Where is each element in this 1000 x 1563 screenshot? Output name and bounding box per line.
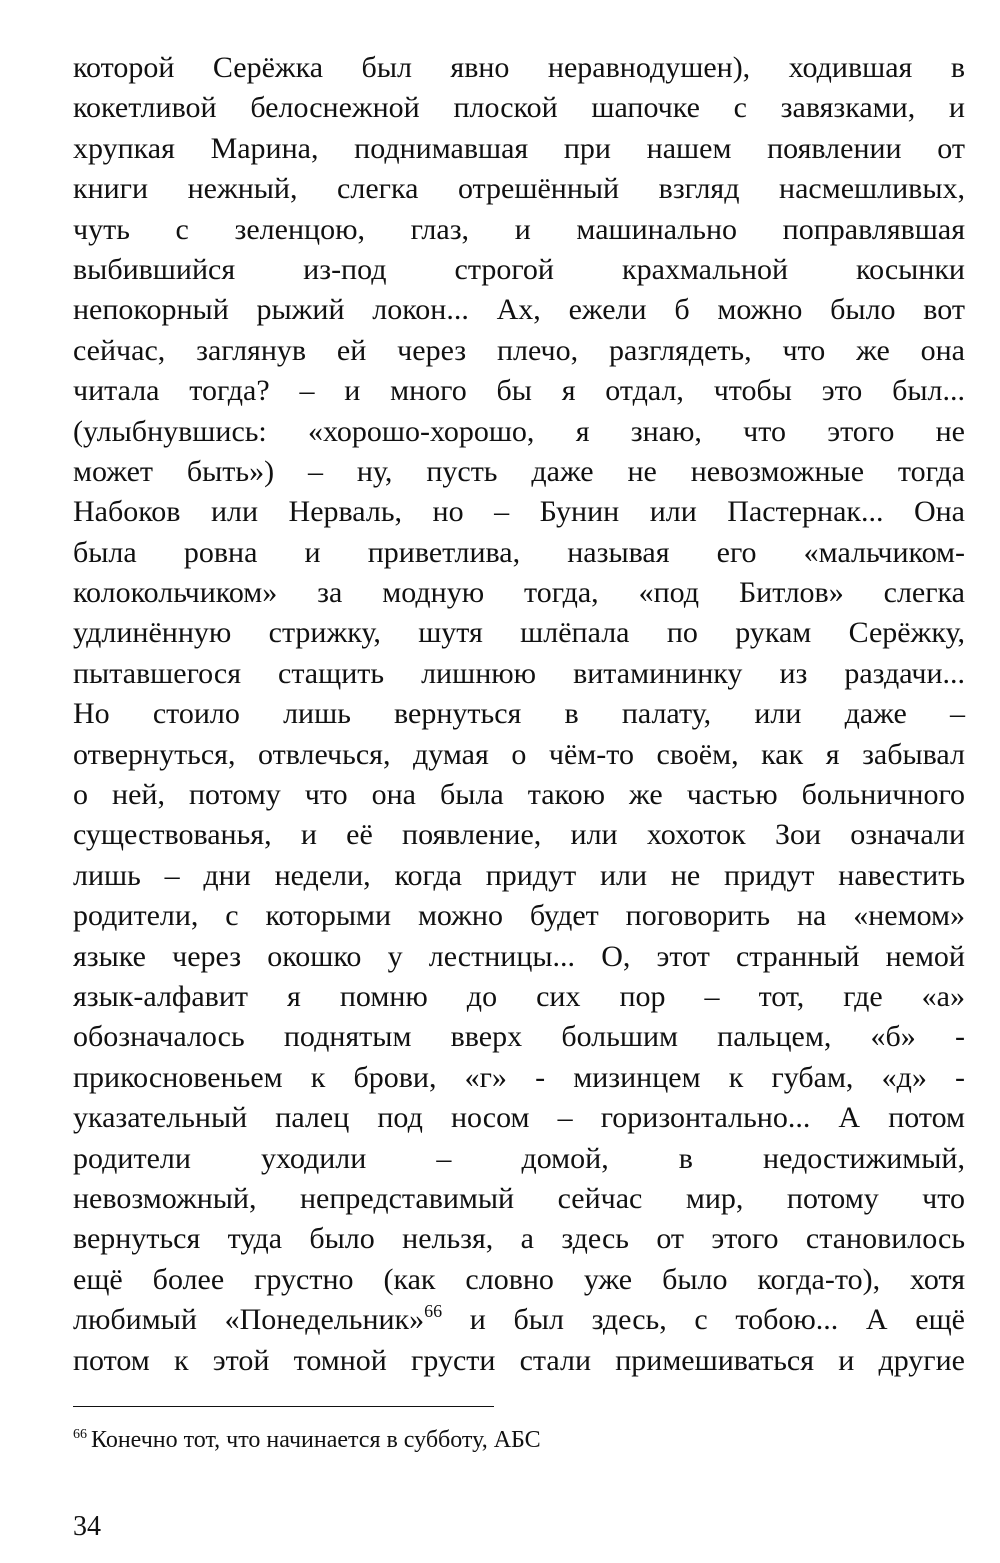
- body-line: ещё более грустно (как словно уже было когда-то), хотя: [73, 1262, 965, 1296]
- footnote-text: Конечно тот, что начинается в субботу, АБС: [91, 1427, 541, 1453]
- footnote-reference[interactable]: 66: [424, 1301, 443, 1322]
- body-line: была ровна и приветлива, называя его «мальчиком-: [73, 535, 965, 569]
- body-line: которой Серёжка был явно неравнодушен), ходившая в: [73, 51, 965, 84]
- body-line: Но стоило лишь вернуться в палату, или даже –: [73, 697, 965, 731]
- body-line: обозначалось поднятым вверх большим пальцем, «б» -: [73, 1020, 965, 1054]
- body-line: прикосновеньем к брови, «г» - мизинцем к губам, «д» -: [73, 1060, 965, 1094]
- body-line: чуть с зеленцою, глаз, и машинально поправлявшая: [73, 212, 965, 246]
- body-line: существованья, и её появление, или хохоток Зои означали: [73, 818, 965, 852]
- body-line: Набоков или Нерваль, но – Бунин или Пастернак... Она: [73, 495, 965, 529]
- body-line: невозможный, непредставимый сейчас мир, потому что: [73, 1181, 965, 1215]
- body-line: хрупкая Марина, поднимавшая при нашем появлении от: [73, 131, 965, 165]
- body-line: удлинённую стрижку, шутя шлёпала по рукам Серёжку,: [73, 616, 965, 650]
- body-line-text: и был здесь, с тобою... А ещё: [442, 1303, 965, 1337]
- body-line: (улыбнувшись: «хорошо-хорошо, я знаю, что этого не: [73, 414, 965, 448]
- footnote-separator: [73, 1406, 494, 1407]
- body-line: родители уходили – домой, в недостижимый,: [73, 1141, 965, 1175]
- body-line: книги нежный, слегка отрешённый взгляд насмешливых,: [73, 172, 965, 206]
- body-line: указательный палец под носом – горизонтально... А потом: [73, 1101, 965, 1135]
- body-line: выбившийся из-под строгой крахмальной косынки: [73, 252, 965, 286]
- body-line: колокольчиком» за модную тогда, «под Битлов» слегка: [73, 576, 965, 610]
- body-line-with-footnote-ref: [73, 1300, 965, 1340]
- body-line-text: любимый «Понедельник»: [73, 1303, 425, 1337]
- body-line: языке через окошко у лестницы... О, этот странный немой: [73, 939, 965, 973]
- body-line: может быть») – ну, пусть даже не невозможные тогда: [73, 454, 965, 488]
- body-line: сейчас, заглянув ей через плечо, разглядеть, что же она: [73, 333, 965, 367]
- body-line: потом к этой томной грусти стали примешиваться и другие: [73, 1343, 965, 1377]
- body-line: читала тогда? – и много бы я отдал, чтобы это был...: [73, 374, 965, 408]
- body-line: кокетливой белоснежной плоской шапочке с завязками, и: [73, 91, 965, 125]
- footnote: [73, 1424, 541, 1456]
- body-line: лишь – дни недели, когда придут или не придут навестить: [73, 858, 965, 892]
- body-line: вернуться туда было нельзя, а здесь от этого становилось: [73, 1222, 965, 1256]
- body-paragraph: [73, 48, 965, 1381]
- body-line: язык-алфавит я помню до сих пор – тот, где «а»: [73, 979, 965, 1013]
- body-line: о ней, потому что она была такою же частью больничного: [73, 778, 965, 812]
- body-line: отвернуться, отвлечься, думая о чём-то своём, как я забывал: [73, 737, 965, 771]
- page-number: 34: [73, 1511, 101, 1542]
- body-line: пытавшегося стащить лишнюю витамининку из раздачи...: [73, 656, 965, 690]
- footnote-marker: 66: [73, 1427, 87, 1442]
- body-line: непокорный рыжий локон... Ах, ежели б можно было вот: [73, 293, 965, 327]
- body-line: родители, с которыми можно будет поговорить на «немом»: [73, 899, 965, 933]
